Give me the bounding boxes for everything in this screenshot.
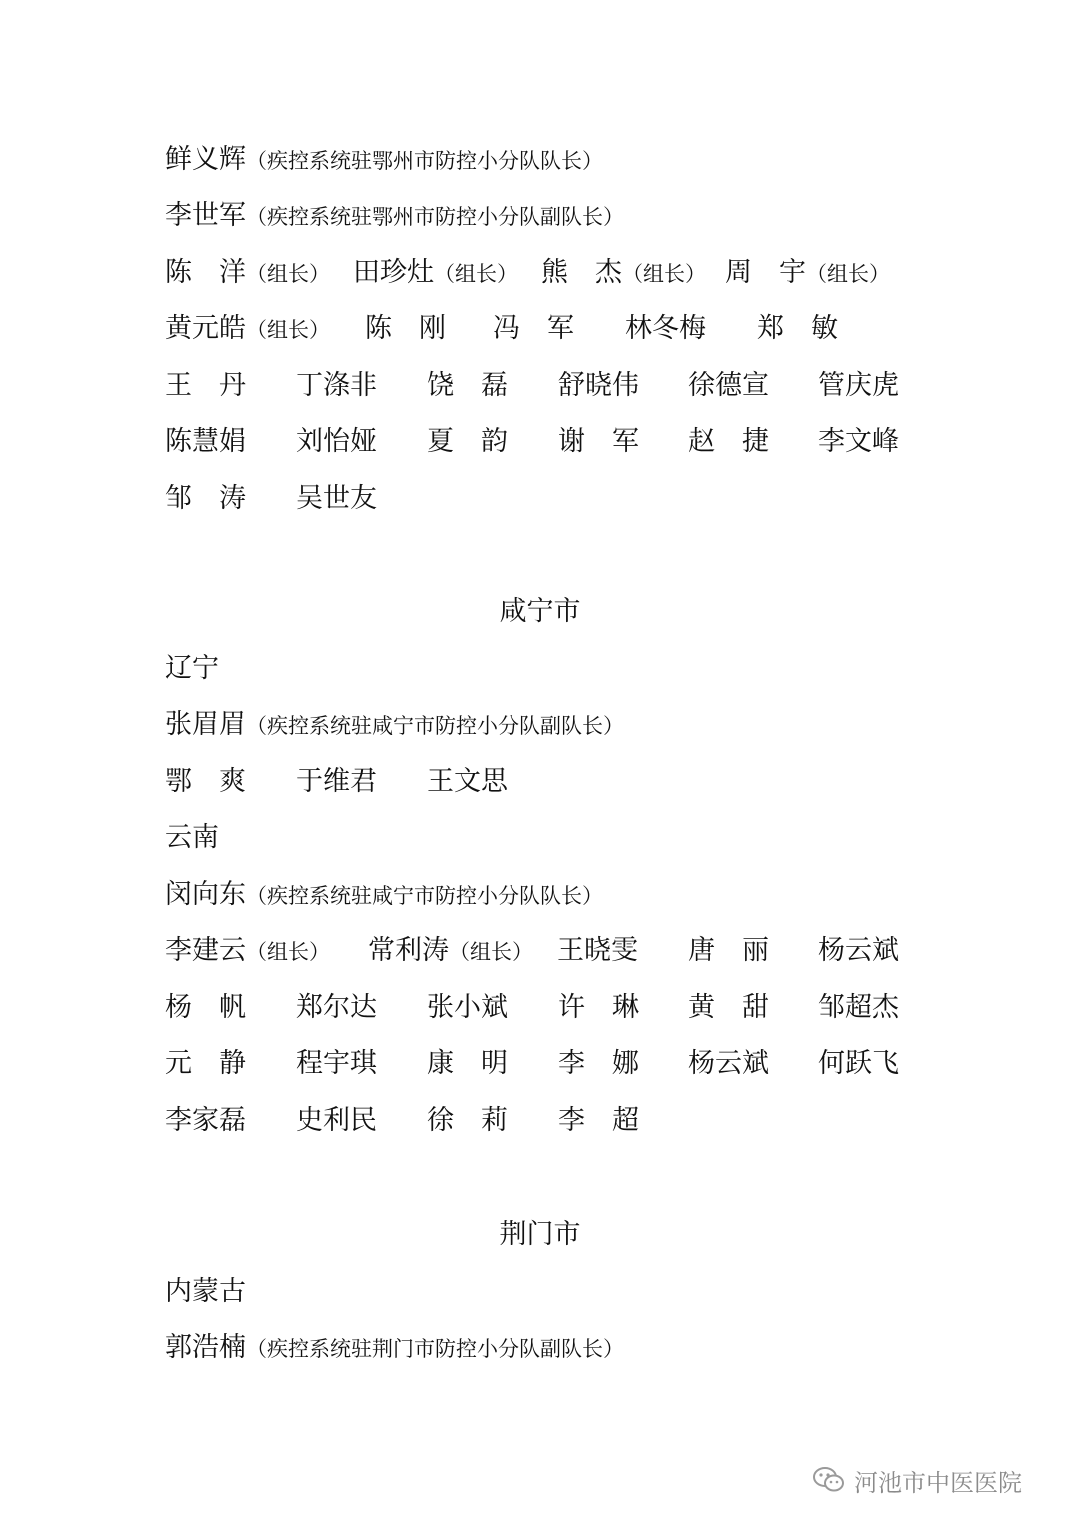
member-name: 陈 洋: [165, 257, 246, 288]
member-name: 常利涛: [368, 935, 449, 966]
ezhou-members-row-3: [165, 422, 925, 462]
member-name: 郑 敏: [757, 313, 838, 344]
member-name: 林冬梅: [625, 313, 706, 344]
ezhou-leader-name: 鲜义辉: [165, 144, 246, 175]
xianning-province-yunnan: 云南: [165, 822, 219, 853]
member-role: （组长）: [434, 262, 518, 286]
xianning-yunnan-members-row-1: [165, 931, 925, 971]
member-entry: [165, 253, 330, 294]
member-name: 周 宇: [725, 257, 806, 288]
xianning-yunnan-members-row-4: [165, 1101, 925, 1141]
member-entry: [165, 931, 330, 972]
ezhou-deputy-name: 李世军: [165, 200, 246, 231]
member-name: 鄂 爽: [165, 766, 246, 797]
member-name: 管庆虎: [818, 370, 899, 401]
xianning-leader-name: 闵向东: [165, 879, 246, 910]
member-name: 徐德宣: [688, 370, 769, 401]
member-name: 舒晓伟: [558, 370, 639, 401]
xianning-deputy-note: （疾控系统驻咸宁市防控小分队副队长）: [246, 714, 624, 738]
xianning-deputy-name: 张眉眉: [165, 709, 246, 740]
xianning-city-heading: 咸宁市: [499, 596, 581, 627]
jingmen-province-neimenggu: 内蒙古: [165, 1276, 246, 1307]
xianning-leader-line: [165, 875, 603, 915]
member-name: 徐 莉: [427, 1105, 508, 1136]
member-name: 李家磊: [165, 1105, 246, 1136]
member-name: 张小斌: [427, 992, 508, 1023]
member-name: 谢 军: [558, 426, 639, 457]
member-name: 于维君: [296, 766, 377, 797]
member-role: （组长）: [246, 262, 330, 286]
jingmen-city-heading: 荆门市: [499, 1219, 581, 1250]
member-name: 许 琳: [558, 992, 639, 1023]
ezhou-leader-note: （疾控系统驻鄂州市防控小分队队长）: [246, 149, 603, 173]
xianning-deputy-line: [165, 705, 624, 745]
member-name: 陈 刚: [365, 313, 446, 344]
member-name: 李 超: [558, 1105, 639, 1136]
member-name: 李文峰: [818, 426, 899, 457]
member-role: （组长）: [449, 940, 533, 964]
xianning-yunnan-members-row-3: [165, 1044, 925, 1084]
member-name: 杨 帆: [165, 992, 246, 1023]
member-role: （组长）: [246, 940, 330, 964]
xianning-liaoning-members-row: [165, 762, 925, 802]
member-name: 田珍灶: [353, 257, 434, 288]
ezhou-members-row-2: [165, 366, 925, 406]
member-name: 何跃飞: [818, 1048, 899, 1079]
member-name: 杨云斌: [688, 1048, 769, 1079]
member-name: 杨云斌: [818, 935, 899, 966]
xianning-province-liaoning: 辽宁: [165, 653, 219, 684]
member-name: 李 娜: [558, 1048, 639, 1079]
member-name: 刘怡娅: [296, 426, 377, 457]
jingmen-deputy-line: [165, 1328, 624, 1368]
member-role: （组长）: [806, 262, 890, 286]
xianning-yunnan-members-row-2: [165, 988, 925, 1028]
ezhou-leader-line: [165, 140, 603, 180]
ezhou-group-leaders-row: [165, 253, 925, 293]
member-name: 王晓雯: [557, 935, 638, 966]
member-entry: [725, 253, 890, 294]
member-name: 赵 捷: [688, 426, 769, 457]
member-name: 李建云: [165, 935, 246, 966]
member-name: 吴世友: [296, 483, 377, 514]
member-role: （组长）: [246, 318, 330, 342]
member-role: （组长）: [622, 262, 706, 286]
watermark-text: 河池市中医医院: [854, 1468, 1022, 1497]
member-name: 唐 丽: [688, 935, 769, 966]
member-name: 郑尔达: [296, 992, 377, 1023]
member-name: 王文思: [427, 766, 508, 797]
member-name: 邹超杰: [818, 992, 899, 1023]
member-entry: [541, 253, 706, 294]
member-name: 冯 军: [493, 313, 574, 344]
member-name: 程宇琪: [296, 1048, 377, 1079]
jingmen-deputy-name: 郭浩楠: [165, 1332, 246, 1363]
member-entry: [353, 253, 518, 294]
member-name: 黄 甜: [688, 992, 769, 1023]
member-name: 康 明: [427, 1048, 508, 1079]
member-entry: [368, 931, 533, 972]
member-name: 王 丹: [165, 370, 246, 401]
member-name: 丁涤非: [296, 370, 377, 401]
member-name: 元 静: [165, 1048, 246, 1079]
member-name: 邹 涛: [165, 483, 246, 514]
member-name: 熊 杰: [541, 257, 622, 288]
watermark: [812, 1462, 1022, 1498]
member-entry: [165, 309, 330, 350]
xianning-leader-note: （疾控系统驻咸宁市防控小分队队长）: [246, 884, 603, 908]
member-name: 夏 韵: [427, 426, 508, 457]
member-name: 饶 磊: [427, 370, 508, 401]
ezhou-deputy-note: （疾控系统驻鄂州市防控小分队副队长）: [246, 205, 624, 229]
member-name: 史利民: [296, 1105, 377, 1136]
member-name: 陈慧娟: [165, 426, 246, 457]
member-name: 黄元皓: [165, 313, 246, 344]
ezhou-members-row-1: [165, 309, 925, 349]
ezhou-deputy-line: [165, 196, 624, 236]
ezhou-members-row-4: [165, 479, 925, 519]
jingmen-deputy-note: （疾控系统驻荆门市防控小分队副队长）: [246, 1337, 624, 1361]
wechat-icon: [812, 1465, 846, 1495]
